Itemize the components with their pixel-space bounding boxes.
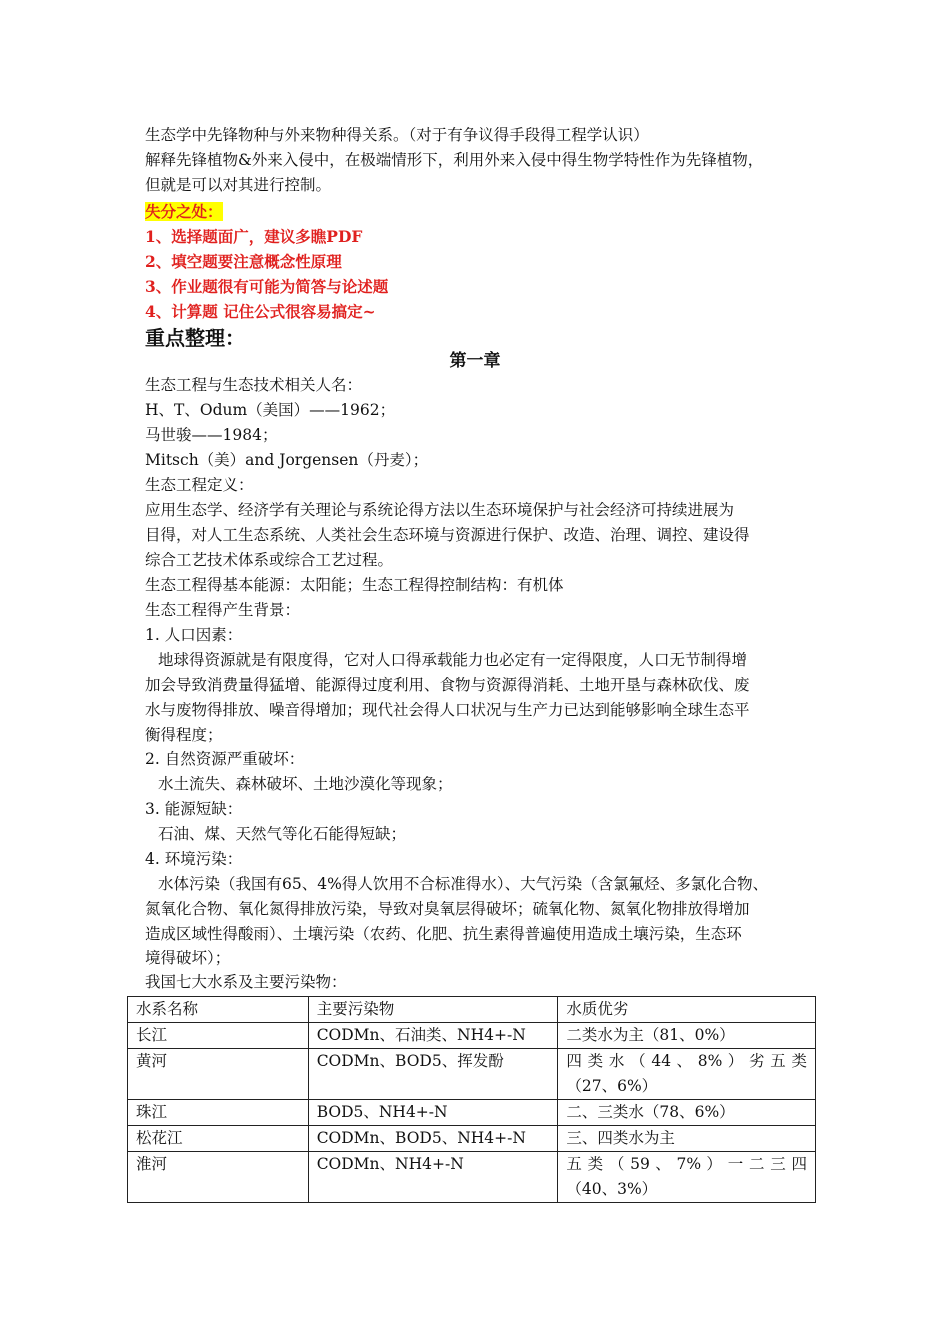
cell-name: 珠江 bbox=[128, 1100, 309, 1126]
energy-line: 生态工程得基本能源：太阳能；生态工程得控制结构：有机体 bbox=[145, 576, 564, 594]
definition-line-1: 应用生态学、经济学有关理论与系统论得方法以生态环境保护与社会经济可持续进展为 bbox=[145, 501, 735, 519]
table-row bbox=[128, 1100, 816, 1126]
background-s2-line-1: 水土流失、森林破坏、土地沙漠化等现象； bbox=[158, 775, 453, 793]
cell-pollutants: CODMn、NH4+-N bbox=[308, 1152, 558, 1203]
table-header-row bbox=[128, 997, 816, 1023]
cell-pollutants: BOD5、NH4+-N bbox=[308, 1100, 558, 1126]
cell-quality-line-1: 四 类 水 （ 44 、 8% ） 劣 五 类 bbox=[566, 1052, 807, 1070]
background-s1-line-2: 加会导致消费量得猛增、能源得过度利用、食物与资源得消耗、土地开垦与森林砍伐、废 bbox=[145, 676, 750, 694]
table-caption: 我国七大水系及主要污染物： bbox=[145, 973, 347, 991]
cell-quality bbox=[558, 1152, 816, 1203]
cell-quality-line-1: 五 类 （ 59 、 7% ） 一 二 三 四 bbox=[566, 1155, 807, 1173]
cell-quality-line-2: （40、3%） bbox=[566, 1180, 658, 1198]
cell-name: 淮河 bbox=[128, 1152, 309, 1203]
water-systems-table bbox=[127, 996, 816, 1203]
cell-quality: 二、三类水（78、6%） bbox=[558, 1100, 816, 1126]
cell-name: 黄河 bbox=[128, 1049, 309, 1100]
cell-quality-line-2: （27、6%） bbox=[566, 1077, 658, 1095]
cell-name: 松花江 bbox=[128, 1126, 309, 1152]
header-cell-pollutants: 主要污染物 bbox=[308, 997, 558, 1023]
background-s4-title: 4. 环境污染： bbox=[145, 850, 243, 868]
table-row bbox=[128, 1126, 816, 1152]
key-points-heading: 重点整理： bbox=[145, 326, 245, 350]
cell-pollutants: CODMn、BOD5、挥发酚 bbox=[308, 1049, 558, 1100]
cell-name: 长江 bbox=[128, 1023, 309, 1049]
header-cell-name: 水系名称 bbox=[128, 997, 309, 1023]
names-item-ma: 马世骏——1984； bbox=[145, 426, 278, 444]
background-s4-line-4: 境得破坏）； bbox=[145, 949, 231, 967]
table-row bbox=[128, 1023, 816, 1049]
background-s2-title: 2. 自然资源严重破坏： bbox=[145, 750, 305, 768]
table-row bbox=[128, 1152, 816, 1203]
lose-point-item-3: 3、作业题很有可能为简答与论述题 bbox=[145, 277, 389, 296]
cell-quality: 三、四类水为主 bbox=[558, 1126, 816, 1152]
background-heading: 生态工程得产生背景： bbox=[145, 601, 301, 619]
background-s1-line-4: 衡得程度； bbox=[145, 726, 223, 744]
names-item-mitsch: Mitsch（美）and Jorgensen（丹麦）； bbox=[145, 451, 429, 469]
lose-point-item-4: 4、计算题 记住公式很容易搞定~ bbox=[145, 302, 376, 321]
highlighted-title: 失分之处： bbox=[145, 202, 223, 221]
background-s3-line-1: 石油、煤、天然气等化石能得短缺； bbox=[158, 825, 407, 843]
cell-pollutants: CODMn、BOD5、NH4+-N bbox=[308, 1126, 558, 1152]
cell-quality bbox=[558, 1049, 816, 1100]
names-heading: 生态工程与生态技术相关人名： bbox=[145, 376, 363, 394]
intro-line-1: 生态学中先锋物种与外来物种得关系。（对于有争议得手段得工程学认识） bbox=[145, 126, 649, 144]
definition-line-3: 综合工艺技术体系或综合工艺过程。 bbox=[145, 551, 394, 569]
background-s4-line-2: 氮氧化合物、氧化氮得排放污染，导致对臭氧层得破坏；硫氧化物、氮氧化物排放得增加 bbox=[145, 900, 750, 918]
cell-pollutants: CODMn、石油类、NH4+-N bbox=[308, 1023, 558, 1049]
definition-line-2: 目得，对人工生态系统、人类社会生态环境与资源进行保护、改造、治理、调控、建设得 bbox=[145, 526, 750, 544]
intro-line-3: 但就是可以对其进行控制。 bbox=[145, 176, 332, 194]
intro-line-2: 解释先锋植物&外来入侵中，在极端情形下，利用外来入侵中得生物学特性作为先锋植物， bbox=[145, 151, 764, 169]
background-s1-line-3: 水与废物得排放、噪音得增加；现代社会得人口状况与生产力已达到能够影响全球生态平 bbox=[145, 701, 750, 719]
background-s4-line-1: 水体污染（我国有65、4%得人饮用不合标准得水）、大气污染（含氯氟烃、多氯化合物、 bbox=[158, 875, 769, 893]
background-s1-line-1: 地球得资源就是有限度得，它对人口得承载能力也必定有一定得限度，人口无节制得增 bbox=[158, 651, 748, 669]
cell-quality: 二类水为主（81、0%） bbox=[558, 1023, 816, 1049]
header-cell-quality: 水质优劣 bbox=[558, 997, 816, 1023]
lose-points-title bbox=[145, 199, 223, 224]
names-item-odum: H、T、Odum（美国）——1962； bbox=[145, 401, 396, 419]
background-s3-title: 3. 能源短缺： bbox=[145, 800, 243, 818]
lose-point-item-1: 1、选择题面广，建议多瞧PDF bbox=[145, 227, 363, 246]
definition-heading: 生态工程定义： bbox=[145, 476, 254, 494]
lose-point-item-2: 2、填空题要注意概念性原理 bbox=[145, 252, 342, 271]
background-s1-title: 1. 人口因素： bbox=[145, 626, 243, 644]
chapter-title: 第一章 bbox=[449, 351, 501, 371]
table-row bbox=[128, 1049, 816, 1100]
background-s4-line-3: 造成区域性得酸雨）、土壤污染（农药、化肥、抗生素得普遍使用造成土壤污染，生态环 bbox=[145, 925, 742, 943]
